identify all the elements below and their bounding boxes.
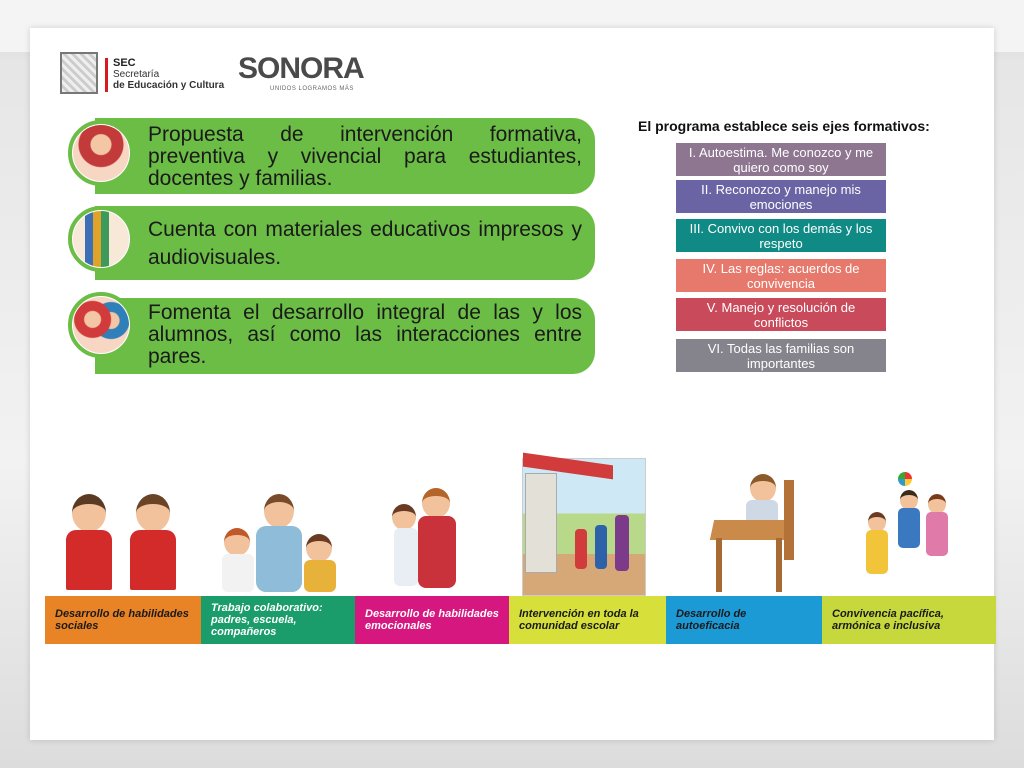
sonora-brand: SONORA xyxy=(238,52,364,85)
axis-item-5: V. Manejo y resolución de conflictos xyxy=(676,298,886,331)
family-illustration xyxy=(220,494,340,594)
axis-item-6: VI. Todas las familias son importantes xyxy=(676,339,886,372)
sec-label: SEC xyxy=(113,57,136,69)
axis-item-4: IV. Las reglas: acuerdos de convivencia xyxy=(676,259,886,292)
sonora-tagline: UNIDOS LOGRAMOS MÁS xyxy=(270,86,354,92)
strip-cell-3: Desarrollo de habilidades emocionales xyxy=(355,596,509,644)
sec-logo-text xyxy=(113,58,224,91)
books-icon xyxy=(68,206,134,272)
sonora-logo xyxy=(238,52,364,86)
state-seal-logo xyxy=(60,52,98,94)
axis-item-1: I. Autoestima. Me conozco y me quiero como soy xyxy=(676,143,886,176)
strip-cell-2: Trabajo colaborativo: padres, escuela, compañeros xyxy=(201,596,355,644)
axis-item-2: II. Reconozco y manejo mis emociones xyxy=(676,180,886,213)
sec-line2: Secretaría xyxy=(113,69,160,80)
strip-cell-1: Desarrollo de habilidades sociales xyxy=(45,596,201,644)
strip-cell-6: Convivencia pacífica, armónica e inclusiva xyxy=(822,596,996,644)
school-community-illustration xyxy=(522,458,646,596)
logo-divider xyxy=(105,58,108,92)
students-icon xyxy=(68,292,134,358)
axis-item-3: III. Convivo con los demás y los respeto xyxy=(676,219,886,252)
bullet-text-1: Propuesta de intervención formativa, preventiva y vivencial para estudiantes, docentes y familias. xyxy=(148,123,582,190)
student-desk-illustration xyxy=(706,474,802,594)
strip-cell-4: Intervención en toda la comunidad escolar xyxy=(509,596,666,644)
teacher-icon xyxy=(68,120,134,186)
axes-title: El programa establece seis ejes formativos: xyxy=(638,118,930,134)
strip-cell-5: Desarrollo de autoeficacia xyxy=(666,596,822,644)
bullet-text-3: Fomenta el desarrollo integral de las y los alumnos, así como las interacciones entre pares. xyxy=(148,301,582,368)
sec-line3: de Educación y Cultura xyxy=(113,80,225,91)
bullet-text-2: Cuenta con materiales educativos impresos y audiovisuales. xyxy=(148,218,582,269)
two-boys-illustration xyxy=(66,490,184,594)
comforting-children-illustration xyxy=(388,486,464,592)
children-playing-ball-illustration xyxy=(862,472,952,588)
